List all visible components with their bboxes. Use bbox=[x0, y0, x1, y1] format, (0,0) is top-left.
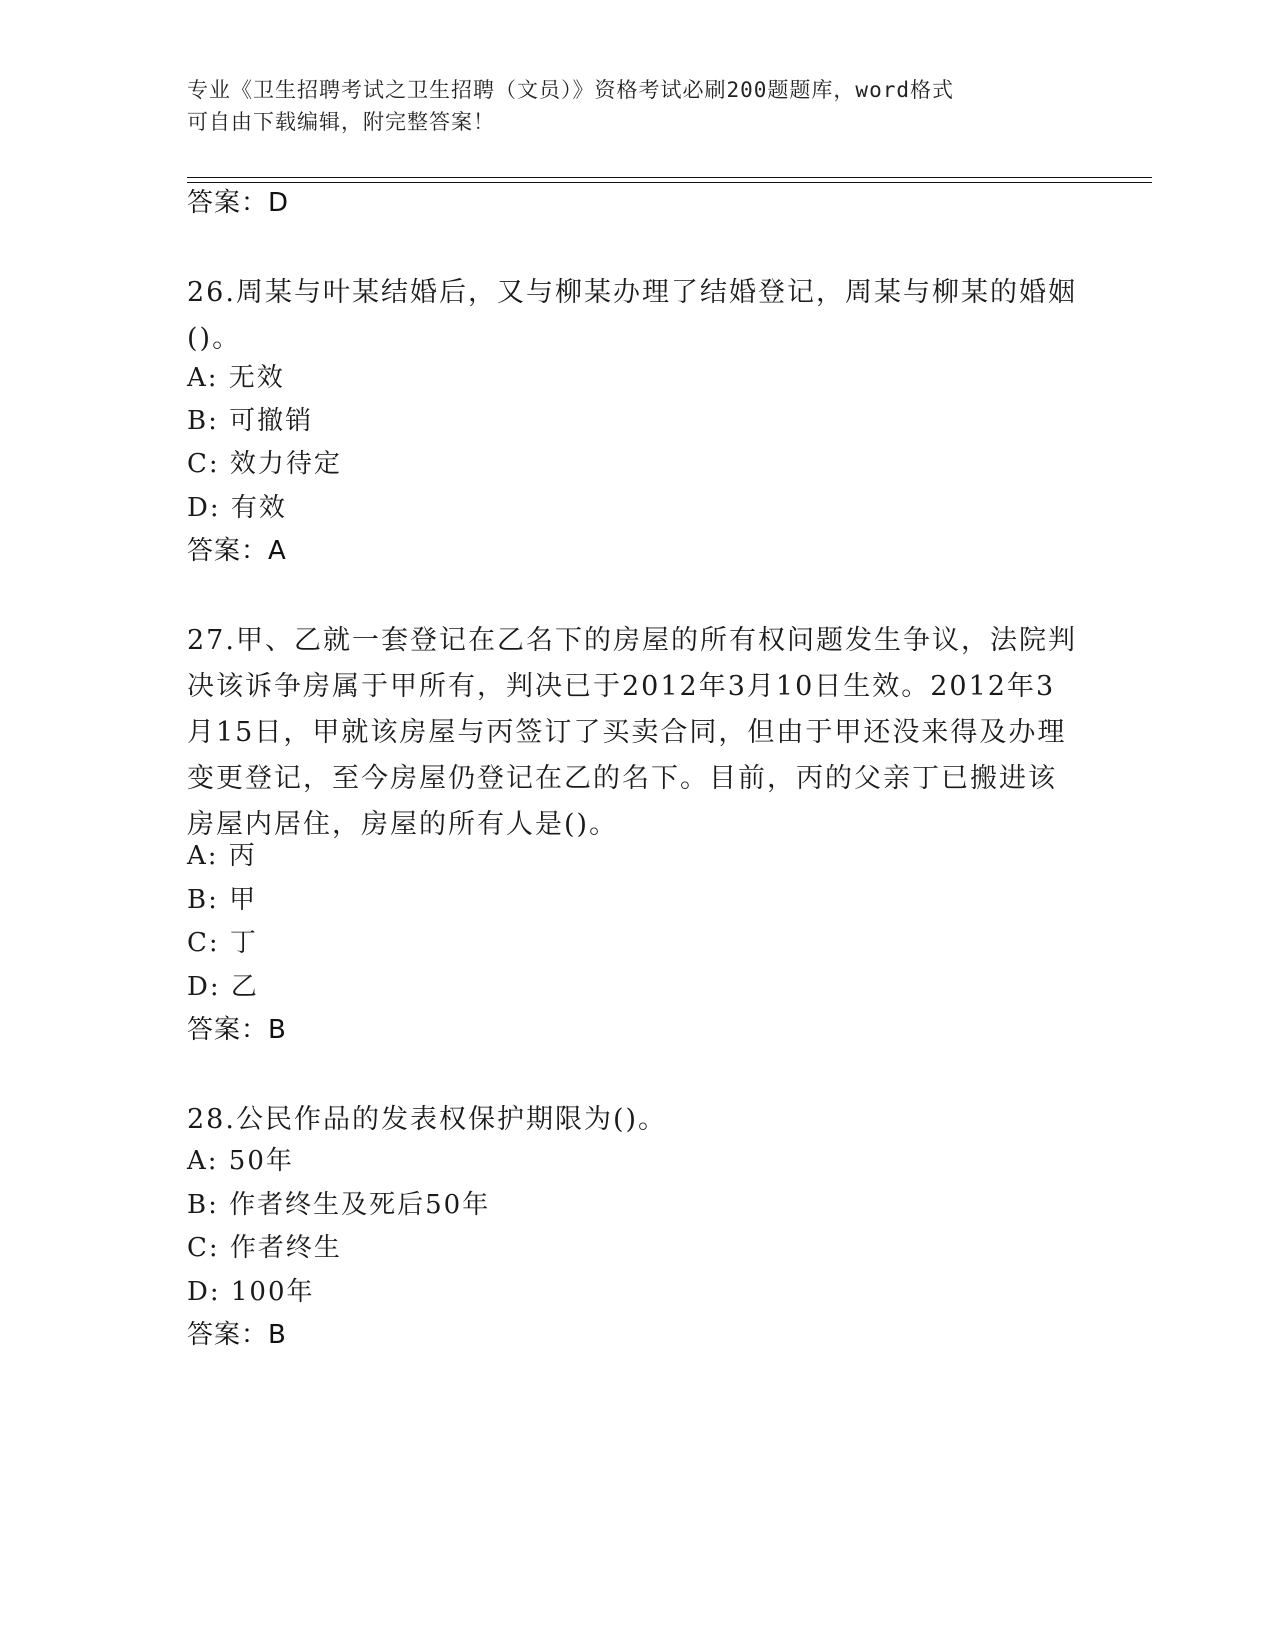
question-28-text bbox=[187, 1097, 1087, 1143]
question-line: 变更登记，至今房屋仍登记在乙的名下。目前，丙的父亲丁已搬进该 bbox=[187, 763, 1057, 794]
question-line: 房屋内居住，房屋的所有人是()。 bbox=[187, 809, 619, 840]
question-26-option-a: A: 无效 bbox=[187, 363, 285, 393]
question-line: ()。 bbox=[187, 323, 242, 354]
header-line-1: 专业《卫生招聘考试之卫生招聘（文员）》资格考试必刷200题题库，word格式 bbox=[187, 78, 954, 102]
question-26-answer: 答案：A bbox=[187, 536, 287, 566]
question-26-option-c: C: 效力待定 bbox=[187, 449, 342, 479]
question-line: 27.甲、乙就一套登记在乙名下的房屋的所有权问题发生争议，法院判 bbox=[187, 625, 1077, 656]
question-27-option-b: B: 甲 bbox=[187, 885, 258, 915]
question-27-option-d: D: 乙 bbox=[187, 972, 259, 1002]
question-28-option-b: B: 作者终生及死后50年 bbox=[187, 1190, 491, 1220]
question-line: 28.公民作品的发表权保护期限为()。 bbox=[187, 1104, 668, 1135]
question-28-option-c: C: 作者终生 bbox=[187, 1233, 342, 1263]
question-28-option-d: D: 100年 bbox=[187, 1277, 315, 1307]
header-line-2: 可自由下载编辑，附完整答案！ bbox=[187, 110, 495, 134]
question-26-option-d: D: 有效 bbox=[187, 493, 287, 523]
question-27-option-c: C: 丁 bbox=[187, 928, 258, 958]
document-header bbox=[187, 74, 1067, 138]
question-27-text bbox=[187, 618, 1087, 848]
question-28-option-a: A: 50年 bbox=[187, 1146, 294, 1176]
question-26-text bbox=[187, 270, 1087, 362]
question-26-option-b: B: 可撤销 bbox=[187, 406, 314, 436]
question-line: 月15日，甲就该房屋与丙签订了买卖合同，但由于甲还没来得及办理 bbox=[187, 717, 1067, 748]
question-27-answer: 答案：B bbox=[187, 1015, 287, 1045]
previous-answer: 答案：D bbox=[187, 188, 290, 218]
question-line: 决该诉争房属于甲所有，判决已于2012年3月10日生效。2012年3 bbox=[187, 671, 1056, 702]
question-28-answer: 答案：B bbox=[187, 1320, 287, 1350]
header-divider-bottom bbox=[187, 182, 1152, 183]
header-divider-top bbox=[187, 177, 1152, 178]
question-line: 26.周某与叶某结婚后，又与柳某办理了结婚登记，周某与柳某的婚姻 bbox=[187, 277, 1077, 308]
question-27-option-a: A: 丙 bbox=[187, 841, 257, 871]
